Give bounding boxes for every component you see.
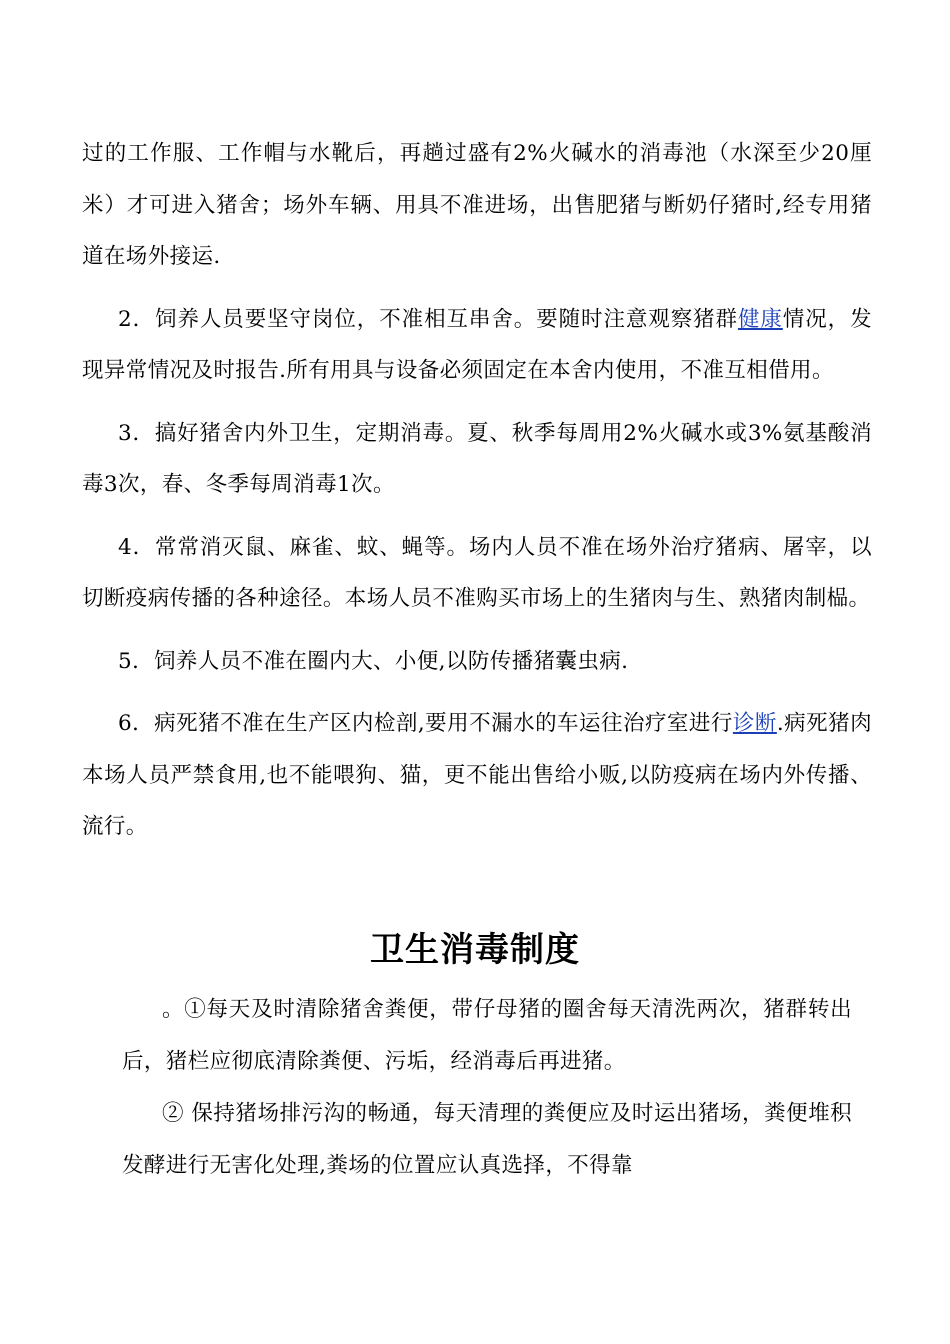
paragraph-3: [82, 408, 872, 511]
paragraph-item-2: [122, 1088, 852, 1192]
section-title: 卫生消毒制度: [370, 930, 580, 970]
paragraph-text: 2．饲养人员要坚守岗位，不准相互串舍。要随时注意观察猪群: [118, 306, 738, 332]
paragraph-text: 6．病死猪不准在生产区内检剖,要用不漏水的车运往治疗室进行: [118, 711, 733, 736]
paragraph-text: 过的工作服、工作帽与水靴后，再趟过盛有2%火碱水的消毒池（水深至少20厘米）才可进入猪舍；场外车辆、用具不准进场，出售肥猪与断奶仔猪时,经专用猪道在场外接运.: [82, 141, 872, 269]
paragraph-text: 。①每天及时清除猪舍粪便，带仔母猪的圈舍每天清洗两次，猪群转出后，猪栏应彻底清除粪便、污垢，经消毒后再进猪。: [122, 997, 852, 1074]
paragraph-6: [82, 698, 872, 853]
diagnosis-link[interactable]: 诊断: [732, 711, 777, 736]
paragraph-text: .病死猪肉本场人员严禁食用,也不能喂狗、猫，更不能出售给小贩,以防疫病在场内外传播、流行。: [82, 711, 872, 839]
paragraph-text: 4．常常消灭鼠、麻雀、蚊、蝇等。场内人员不准在场外治疗猪病、屠宰，以切断疫病传播的各种途径。本场人员不准购买市场上的生猪肉与生、熟猪肉制榀。: [82, 534, 872, 611]
paragraph-2: [82, 294, 872, 397]
paragraph-continued: [82, 128, 872, 283]
paragraph-text: 情况，发现异常情况及时报告.所有用具与设备必须固定在本舍内使用，不准互相借用。: [82, 306, 872, 383]
paragraph-text: ② 保持猪场排污沟的畅通，每天清理的粪便应及时运出猪场，粪便堆积发酵进行无害化处理,粪场的位置应认真选择，不得靠: [122, 1101, 852, 1178]
paragraph-text: 3．搞好猪舍内外卫生，定期消毒。夏、秋季每周用2%火碱水或3%氨基酸消毒3次，春、冬季每周消毒1次。: [82, 420, 872, 497]
disinfection-section: [122, 984, 852, 1192]
paragraph-item-1: [122, 984, 852, 1088]
paragraph-4: [82, 522, 872, 625]
rules-section: [82, 128, 872, 864]
paragraph-text: 5．饲养人员不准在圈内大、小便,以防传播猪囊虫病.: [118, 648, 629, 674]
paragraph-5: [82, 636, 872, 688]
health-link[interactable]: 健康: [737, 306, 783, 332]
